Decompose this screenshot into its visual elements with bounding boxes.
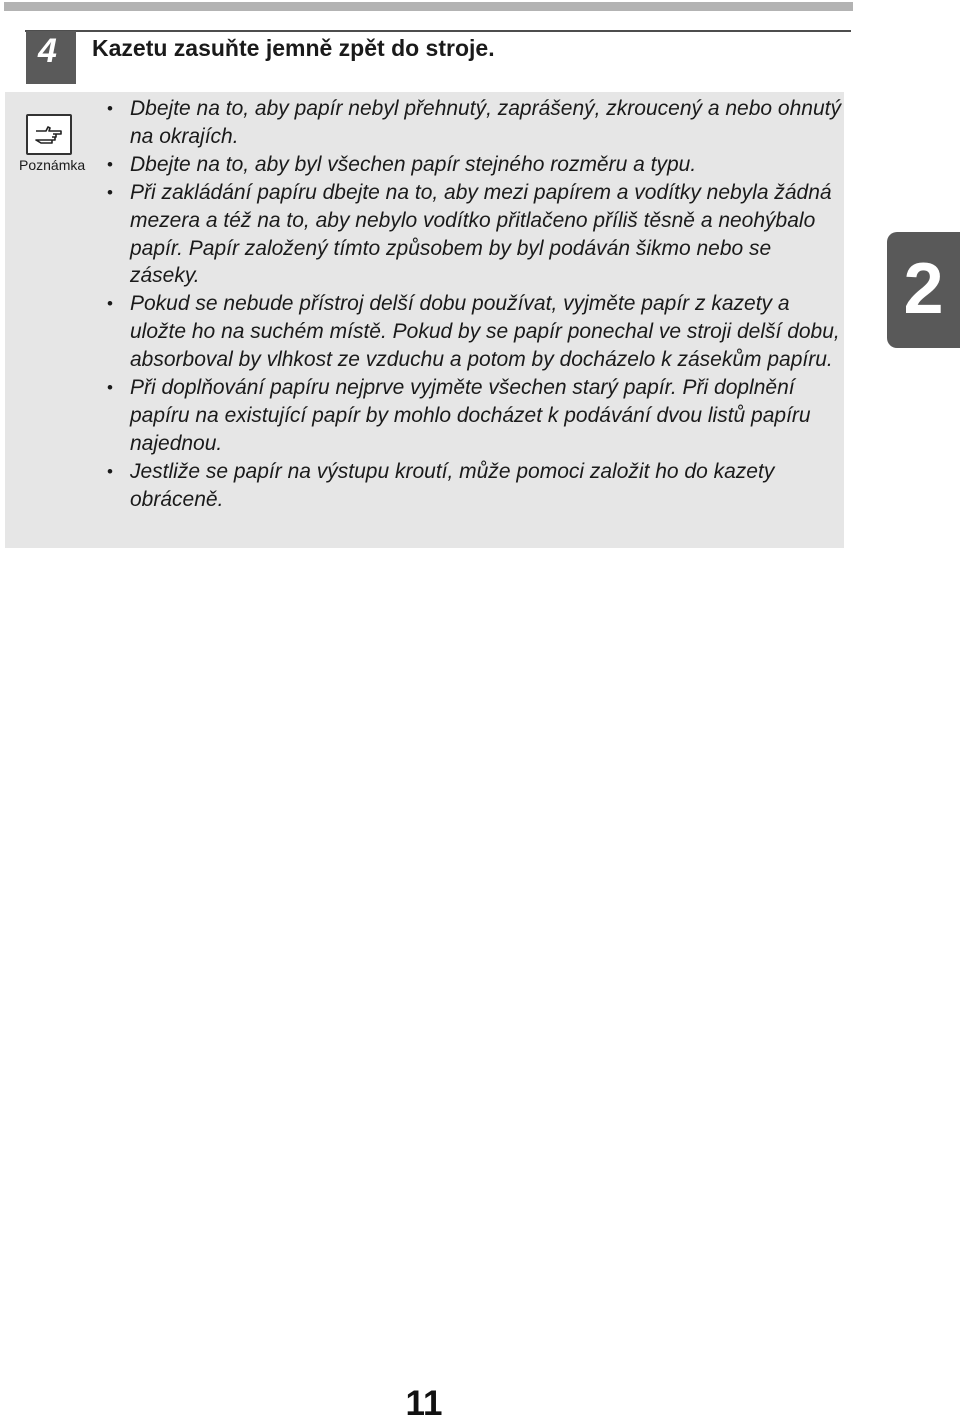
step-underline (25, 30, 851, 32)
top-rule (4, 2, 853, 11)
step-title: Kazetu zasuňte jemně zpět do stroje. (92, 35, 495, 61)
bullet-icon: • (107, 182, 113, 202)
bullet-icon: • (107, 378, 113, 398)
list-item (105, 95, 841, 151)
step-number: 4 (38, 32, 57, 70)
note-item-text: Při doplňování papíru nejprve vyjměte všechen starý papír. Při doplnění papíru na existující papír by mohlo docházet k podávání dvou listů papíru najednou. (130, 376, 811, 455)
bullet-icon: • (107, 154, 113, 174)
list-item (105, 458, 841, 514)
chapter-number: 2 (903, 249, 944, 329)
list-item (105, 374, 841, 458)
bullet-icon: • (107, 294, 113, 314)
bullet-icon: • (107, 99, 113, 118)
note-item-text: Dbejte na to, aby papír nebyl přehnutý, zaprášený, zkroucený a nebo ohnutý na okrajích. (130, 97, 841, 148)
bullet-icon: • (107, 461, 113, 481)
note-item-text: Pokud se nebude přístroj delší dobu používat, vyjměte papír z kazety a uložte ho na suchém místě. Pokud by se papír ponechal ve stroji delší dobu, absorboval by vlhkost ze vzduchu a potom by docházelo k zásekům papíru. (130, 292, 840, 372)
list-item (105, 290, 841, 374)
note-item-text: Jestliže se papír na výstupu kroutí, může pomoci založit ho do kazety obráceně. (130, 459, 775, 511)
page-number: 11 (405, 1384, 443, 1423)
note-item-text: Dbejte na to, aby byl všechen papír stejného rozměru a typu. (130, 152, 697, 176)
pointing-hand-icon (26, 114, 72, 155)
note-label: Poznámka (19, 157, 86, 173)
note-list (105, 95, 841, 514)
list-item (105, 179, 841, 291)
list-item (105, 151, 841, 179)
step-number-box (26, 31, 76, 84)
note-item-text: Při zakládání papíru dbejte na to, aby mezi papírem a vodítky nebyla žádná mezera a též na to, aby nebylo vodítko přitlačeno příliš těsně a neohýbalo papír. Papír založený tímto způsobem by byl podáván šikmo nebo se záseky. (130, 180, 832, 288)
chapter-tab (887, 232, 960, 348)
